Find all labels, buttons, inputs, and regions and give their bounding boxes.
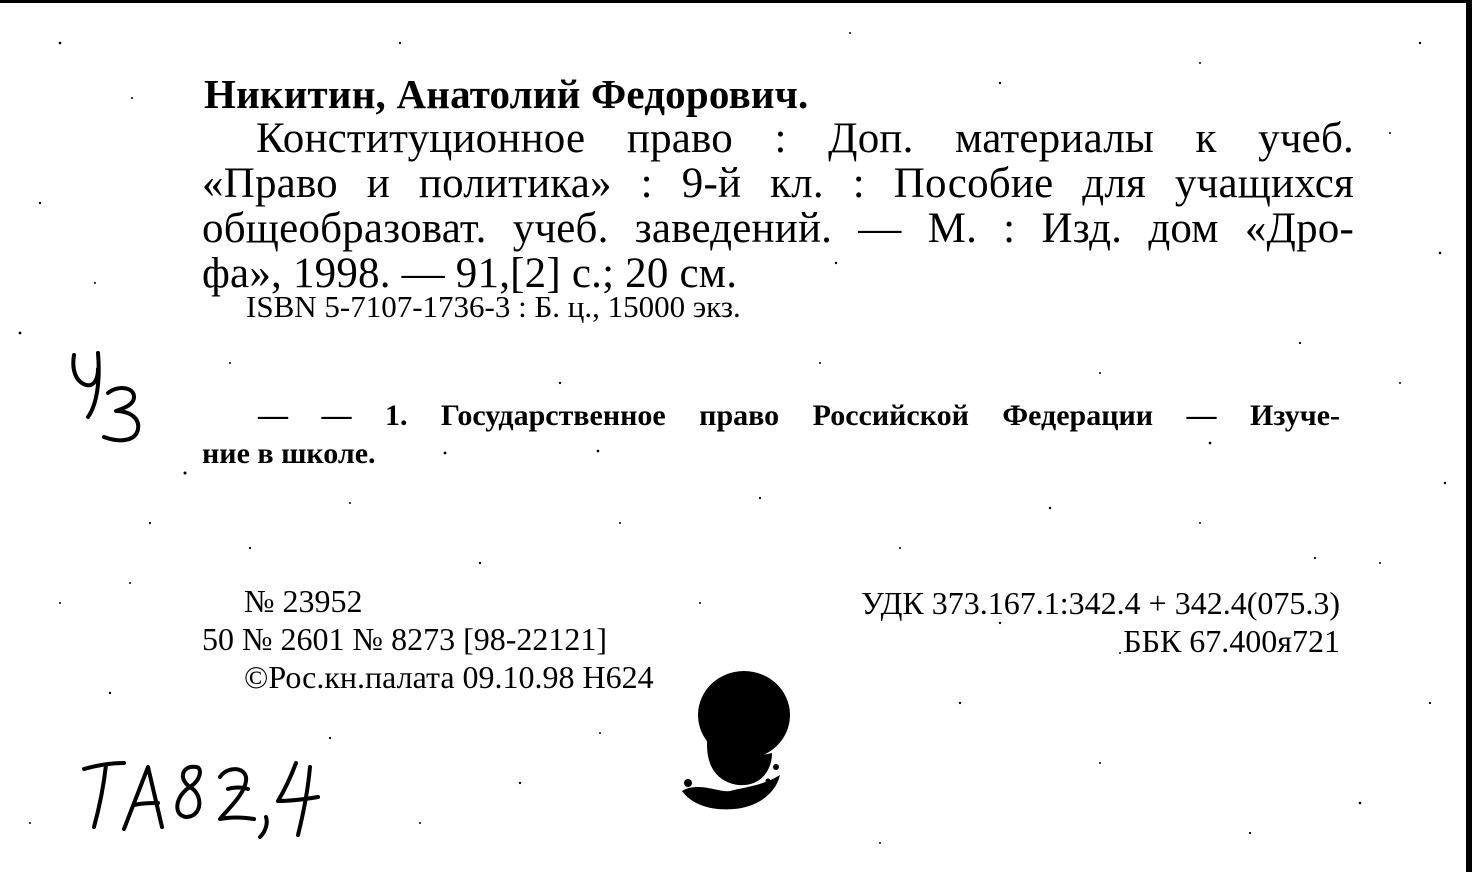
- title-line-4: фа», 1998. — 91,[2] с.; 20 см.: [202, 250, 738, 297]
- title-line-3: общеобразоват. учеб. заведений. — М. : Изд. дом «Дро-: [202, 205, 1354, 252]
- chamber-stamp-line: ©Рос.кн.палата 09.10.98 Н624: [244, 659, 654, 695]
- registration-numbers: 50 № 2601 № 8273 [98-22121]: [202, 621, 608, 657]
- subject-line-2: ние в школе.: [202, 437, 376, 470]
- subject-line-1: — — 1. Государственное право Российской Федерации — Изуче-: [258, 399, 1340, 432]
- bbk-code: ББК 67.400я721: [1123, 623, 1340, 659]
- isbn-line: ISBN 5-7107-1736-3 : Б. ц., 15000 экз.: [246, 289, 741, 324]
- handwritten-shelf-mark-top: [64, 347, 154, 457]
- title-line-1: Конституционное право : Доп. материалы к учеб.: [256, 115, 1354, 162]
- title-line-2: «Право и политика» : 9-й кл. : Пособие для учащихся: [202, 160, 1354, 207]
- udc-code: УДК 373.167.1:342.4 + 342.4(075.3): [861, 585, 1340, 621]
- record-number: № 23952: [244, 583, 363, 619]
- handwritten-shelf-mark-bottom: [78, 753, 338, 843]
- author-heading: Никитин, Анатолий Федорович.: [204, 71, 809, 117]
- ink-blot: [668, 663, 798, 833]
